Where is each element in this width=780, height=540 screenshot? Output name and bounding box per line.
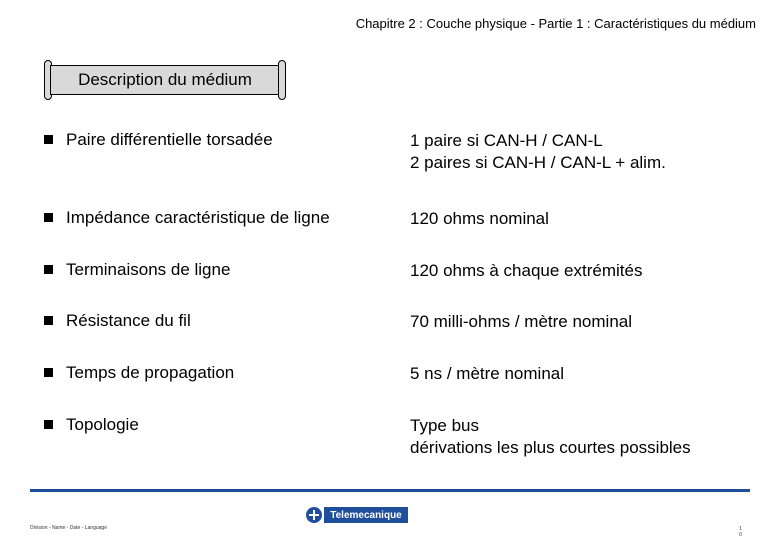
section-title-scroll bbox=[44, 60, 286, 100]
item-value bbox=[410, 260, 642, 282]
item-value-line: 1 paire si CAN-H / CAN-L bbox=[410, 131, 603, 150]
item-value-line: 2 paires si CAN-H / CAN-L + alim. bbox=[410, 153, 666, 172]
square-bullet-icon bbox=[44, 420, 53, 429]
item-value bbox=[410, 311, 632, 333]
telemecanique-logo bbox=[306, 506, 408, 524]
footer-divider bbox=[30, 489, 750, 492]
item-label: Résistance du fil bbox=[66, 311, 191, 330]
page-number: 1 0 bbox=[739, 526, 742, 538]
item-value bbox=[410, 208, 549, 230]
item-label: Terminaisons de ligne bbox=[66, 260, 231, 279]
item-value bbox=[410, 415, 691, 459]
square-bullet-icon bbox=[44, 368, 53, 377]
item-value-line: 120 ohms nominal bbox=[410, 209, 549, 228]
item-label: Topologie bbox=[66, 415, 139, 434]
item-value-line: 5 ns / mètre nominal bbox=[410, 364, 565, 383]
footer-info: Division - Name - Date - Language bbox=[30, 525, 107, 531]
item-value bbox=[410, 130, 666, 174]
item-label: Temps de propagation bbox=[66, 363, 235, 382]
scroll-curl-right bbox=[278, 60, 286, 100]
chapter-title: Chapitre 2 : Couche physique - Partie 1 : Caractéristiques du médium bbox=[355, 16, 756, 31]
square-bullet-icon bbox=[44, 135, 53, 144]
section-title: Description du médium bbox=[50, 65, 280, 95]
item-value-line: 70 milli-ohms / mètre nominal bbox=[410, 312, 633, 331]
logo-text: Telemecanique bbox=[324, 507, 408, 523]
item-value-line: 120 ohms à chaque extrémités bbox=[410, 261, 643, 280]
item-label: Paire différentielle torsadée bbox=[66, 130, 273, 149]
square-bullet-icon bbox=[44, 265, 53, 274]
item-label: Impédance caractéristique de ligne bbox=[66, 208, 330, 227]
item-value-line: dérivations les plus courtes possibles bbox=[410, 438, 691, 457]
telemecanique-logo-icon bbox=[306, 507, 322, 523]
item-value bbox=[410, 363, 564, 385]
item-value-line: Type bus bbox=[410, 416, 479, 435]
square-bullet-icon bbox=[44, 316, 53, 325]
square-bullet-icon bbox=[44, 213, 53, 222]
